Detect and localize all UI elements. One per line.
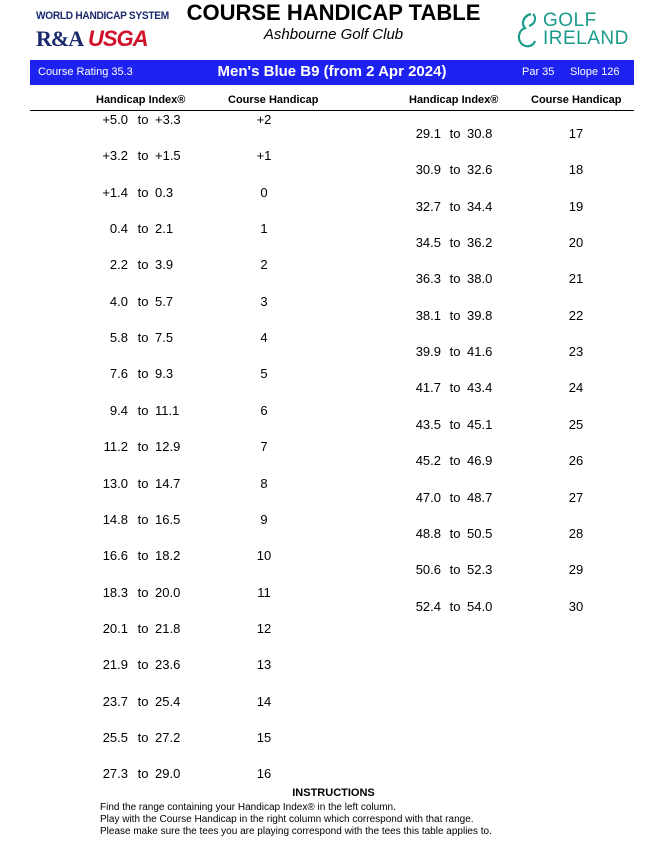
index-to: 23.6: [155, 657, 181, 673]
course-handicap-value: 18: [568, 162, 584, 178]
golf-ireland-golf-text: GOLF: [543, 10, 597, 31]
range-to: to: [137, 293, 149, 309]
range-to: to: [449, 453, 461, 469]
index-to: 11.1: [155, 402, 180, 418]
course-handicap-value: 21: [568, 271, 584, 287]
course-handicap-value: 10: [256, 548, 272, 564]
index-from: +1.4: [102, 184, 128, 200]
index-from: 30.9: [415, 162, 441, 178]
range-to: to: [137, 112, 149, 127]
range-to: to: [449, 489, 461, 505]
index-to: 50.5: [467, 525, 493, 541]
course-handicap-value: 6: [260, 402, 268, 418]
index-from: 50.6: [415, 562, 441, 578]
index-to: 20.0: [155, 584, 181, 600]
course-handicap-value: 0: [260, 184, 268, 200]
index-to: 34.4: [467, 198, 493, 214]
instruction-line-1: Find the range containing your Handicap Index® in the left column.: [100, 802, 396, 813]
index-from: 2.2: [109, 257, 128, 273]
index-to: 52.3: [467, 562, 493, 578]
left-index-header: Handicap Index®: [96, 94, 186, 106]
index-from: 36.3: [415, 271, 441, 287]
club-name: Ashbourne Golf Club: [263, 26, 404, 43]
index-to: 3.9: [155, 257, 174, 273]
course-handicap-value: 19: [568, 198, 584, 214]
index-from: 32.7: [415, 198, 441, 214]
index-from: 38.1: [415, 307, 441, 323]
course-handicap-value: 14: [256, 693, 272, 709]
range-to: to: [137, 548, 149, 564]
range-to: to: [137, 620, 149, 636]
index-to: 16.5: [155, 511, 181, 527]
course-handicap-value: 12: [256, 620, 272, 636]
instruction-line-2: Play with the Course Handicap in the right column which correspond with that range.: [100, 814, 474, 825]
instructions-title: INSTRUCTIONS: [292, 787, 375, 799]
index-from: 25.5: [102, 729, 128, 745]
index-to: 9.3: [155, 366, 174, 382]
range-to: to: [449, 271, 461, 287]
course-handicap-value: 27: [568, 489, 584, 505]
index-to: 32.6: [467, 162, 493, 178]
index-to: 30.8: [467, 126, 493, 141]
tee-name: Men's Blue B9 (from 2 Apr 2024): [217, 63, 447, 80]
range-to: to: [137, 729, 149, 745]
course-handicap-value: 25: [568, 416, 584, 432]
index-to: 2.1: [155, 221, 174, 237]
range-to: to: [137, 221, 149, 237]
course-handicap-value: 8: [260, 475, 268, 491]
index-to: +1.5: [155, 148, 181, 164]
index-from: 5.8: [109, 330, 128, 346]
index-to: 18.2: [155, 548, 181, 564]
index-to: 27.2: [155, 729, 181, 745]
course-handicap-value: +1: [256, 148, 272, 164]
right-handicap-header: Course Handicap: [531, 94, 622, 106]
course-rating: Course Rating 35.3: [38, 66, 133, 78]
range-to: to: [137, 257, 149, 273]
index-from: 41.7: [415, 380, 441, 396]
range-to: to: [137, 439, 149, 455]
range-to: to: [137, 511, 149, 527]
index-from: 39.9: [415, 344, 441, 360]
page-title: COURSE HANDICAP TABLE: [186, 0, 481, 25]
range-to: to: [449, 562, 461, 578]
range-to: to: [137, 475, 149, 491]
range-to: to: [449, 344, 461, 360]
index-to: +3.3: [155, 112, 181, 127]
index-to: 25.4: [155, 693, 181, 709]
usga-logo: USGA: [88, 26, 148, 51]
whs-logo-text: WORLD HANDICAP SYSTEM: [36, 10, 169, 22]
course-handicap-value: 22: [568, 307, 584, 323]
range-to: to: [137, 366, 149, 382]
course-handicap-value: 24: [568, 380, 584, 396]
index-from: 18.3: [102, 584, 128, 600]
index-from: 43.5: [415, 416, 441, 432]
index-to: 41.6: [467, 344, 493, 360]
range-to: to: [137, 330, 149, 346]
range-to: to: [449, 598, 461, 614]
index-to: 36.2: [467, 235, 493, 251]
left-handicap-header: Course Handicap: [228, 94, 319, 106]
range-to: to: [449, 126, 461, 141]
index-to: 39.8: [467, 307, 493, 323]
course-handicap-value: 17: [568, 126, 584, 141]
index-to: 45.1: [467, 416, 493, 432]
index-from: 9.4: [109, 402, 128, 418]
course-handicap-value: 3: [260, 293, 268, 309]
index-from: 16.6: [102, 548, 128, 564]
index-from: 34.5: [415, 235, 441, 251]
course-handicap-value: 1: [260, 221, 268, 237]
index-to: 21.8: [155, 620, 181, 636]
index-from: 23.7: [102, 693, 128, 709]
index-from: 45.2: [415, 453, 441, 469]
course-handicap-value: 23: [568, 344, 584, 360]
index-from: 21.9: [102, 657, 128, 673]
index-from: 52.4: [415, 598, 441, 614]
index-to: 48.7: [467, 489, 493, 505]
course-handicap-value: 2: [260, 257, 268, 273]
range-to: to: [449, 416, 461, 432]
index-to: 5.7: [155, 293, 174, 309]
index-to: 7.5: [155, 330, 174, 346]
range-to: to: [449, 198, 461, 214]
range-to: to: [449, 235, 461, 251]
course-handicap-value: 9: [260, 511, 268, 527]
course-handicap-value: 26: [568, 453, 584, 469]
index-from: 11.2: [103, 439, 128, 455]
range-to: to: [449, 307, 461, 323]
index-to: 12.9: [155, 439, 181, 455]
index-from: 27.3: [102, 766, 128, 782]
range-to: to: [137, 184, 149, 200]
course-handicap-value: 15: [256, 729, 272, 745]
range-to: to: [449, 525, 461, 541]
course-handicap-value: 5: [260, 366, 268, 382]
index-from: 0.4: [109, 221, 128, 237]
index-from: 29.1: [415, 126, 441, 141]
course-handicap-value: +2: [256, 112, 272, 127]
index-to: 29.0: [155, 766, 181, 782]
range-to: to: [449, 162, 461, 178]
slope-value: Slope 126: [570, 66, 620, 78]
course-handicap-value: 4: [260, 330, 268, 346]
index-from: 4.0: [109, 293, 128, 309]
index-to: 0.3: [155, 184, 174, 200]
index-to: 54.0: [467, 598, 493, 614]
course-handicap-value: 11: [257, 584, 271, 600]
index-from: +3.2: [102, 148, 128, 164]
index-from: 13.0: [102, 475, 128, 491]
index-from: 20.1: [102, 620, 128, 636]
course-handicap-value: 13: [256, 657, 272, 673]
instruction-line-3: Please make sure the tees you are playing correspond with the tees this table applies to.: [100, 826, 492, 837]
index-from: 48.8: [415, 525, 441, 541]
golf-ireland-ireland-text: IRELAND: [543, 28, 629, 49]
index-from: 7.6: [109, 366, 128, 382]
course-handicap-value: 7: [260, 439, 268, 455]
range-to: to: [137, 148, 149, 164]
index-from: 14.8: [102, 511, 128, 527]
right-index-header: Handicap Index®: [409, 94, 499, 106]
course-handicap-value: 29: [568, 562, 584, 578]
index-to: 38.0: [467, 271, 493, 287]
par-value: Par 35: [522, 66, 555, 78]
index-to: 46.9: [467, 453, 493, 469]
index-to: 14.7: [155, 475, 181, 491]
course-handicap-value: 16: [256, 766, 272, 782]
ra-logo: R&A: [36, 26, 84, 51]
index-from: 47.0: [415, 489, 441, 505]
range-to: to: [137, 584, 149, 600]
header-divider: [30, 110, 634, 111]
range-to: to: [137, 402, 149, 418]
course-handicap-value: 30: [568, 598, 584, 614]
range-to: to: [449, 380, 461, 396]
course-handicap-value: 28: [568, 525, 584, 541]
index-from: +5.0: [102, 112, 128, 127]
range-to: to: [137, 657, 149, 673]
course-handicap-value: 20: [568, 235, 584, 251]
range-to: to: [137, 693, 149, 709]
range-to: to: [137, 766, 149, 782]
index-to: 43.4: [467, 380, 493, 396]
tee-info-bar: [30, 60, 634, 85]
